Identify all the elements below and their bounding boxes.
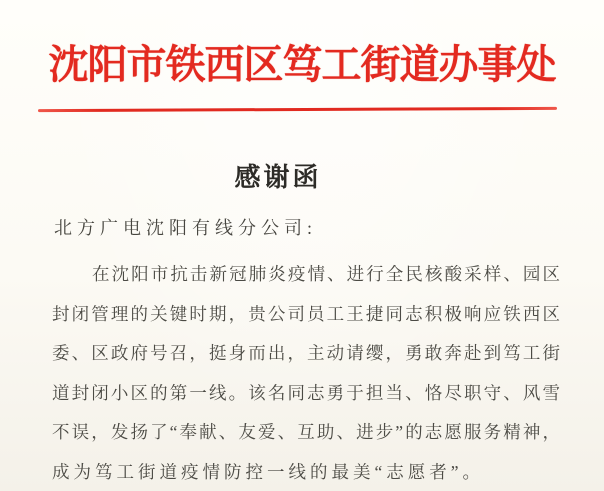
body-line: 不误，发扬了“奉献、友爱、互助、进步”的志愿服务精神， [52,422,562,442]
letter-title: 感谢函 [234,163,322,192]
body-line: 委、区政府号召，挺身而出，主动请缨，勇敢奔赴到笃工街 [52,343,562,363]
body-line: 在沈阳市抗击新冠肺炎疫情、进行全民核酸采样、园区 [92,264,562,284]
letter-body [52,255,562,491]
letterhead-divider-line [38,107,557,112]
body-line: 封闭管理的关键时期，贵公司员工王捷同志积极响应铁西区 [52,303,562,324]
letterhead-title: 沈阳市铁西区笃工街道办事处 [48,42,556,87]
letter-salutation: 北方广电沈阳有线分公司: [54,218,317,238]
body-line: 道封闭小区的第一线。该名同志勇于担当、恪尽职守、风雪 [52,382,562,403]
body-line: 成为笃工街道疫情防控一线的最美“志愿者”。 [52,461,485,482]
